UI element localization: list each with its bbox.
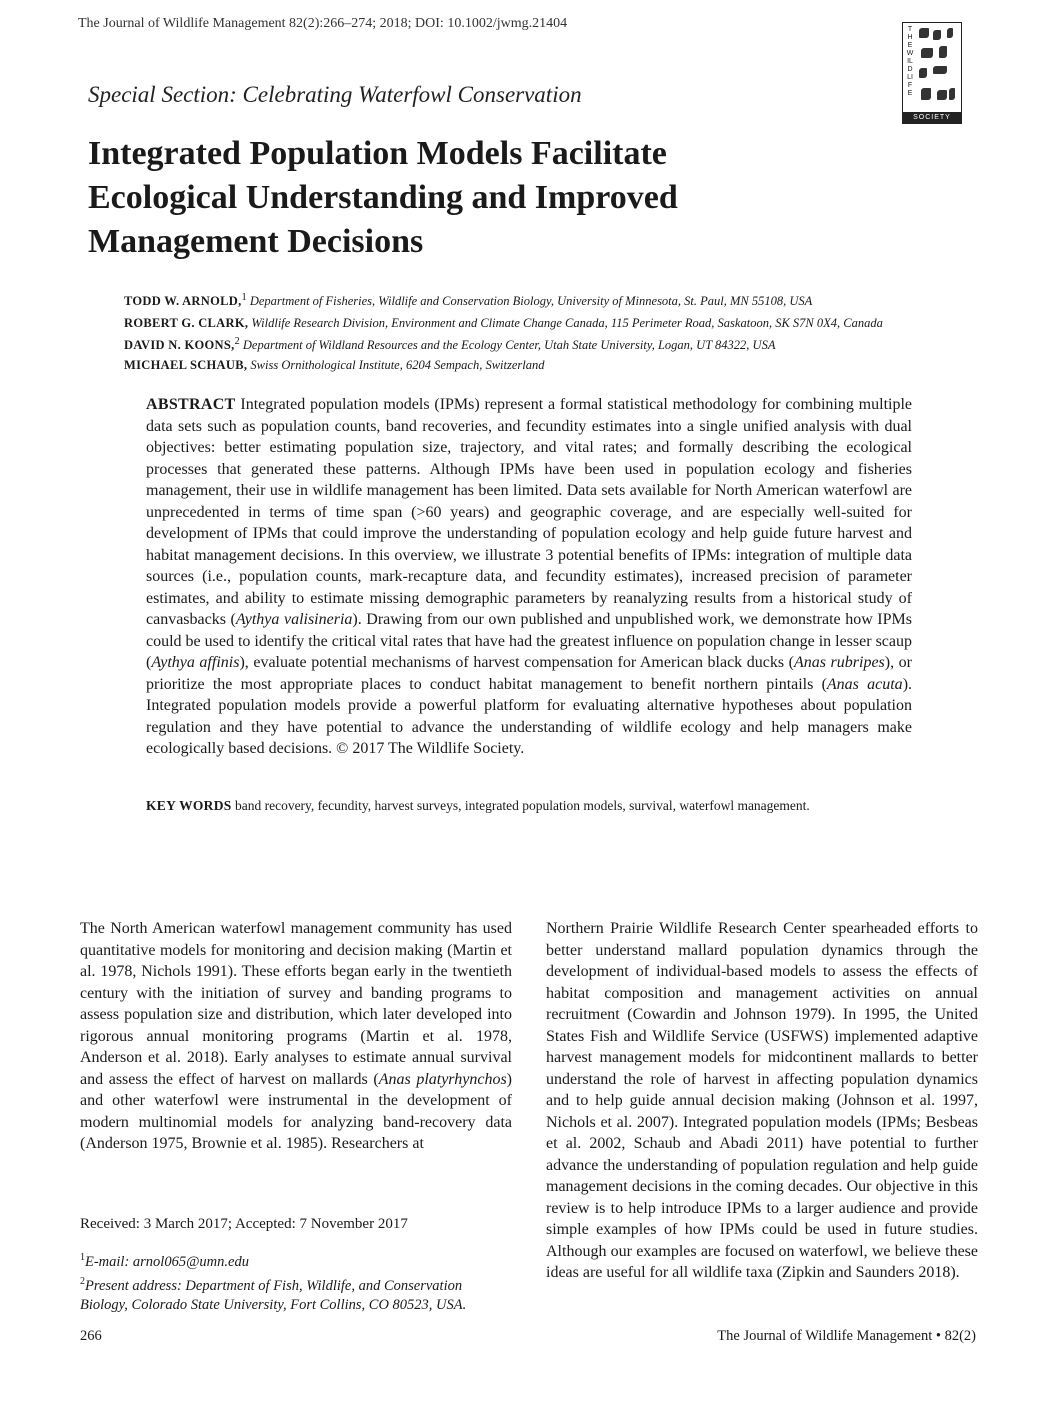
author-name: ROBERT G. CLARK, — [124, 316, 249, 330]
section-label: Special Section: Celebrating Waterfowl Conservation — [88, 82, 582, 107]
species-name: Aythya valisineria — [235, 611, 353, 628]
abstract-text: Integrated population models (IPMs) represent a formal statistical methodology for combining multiple data sets such as population counts, band recoveries, and fecundity estimates into a single unified analysis with dual objectives: better estimating population size, trajectory, and vital rates; and formally describing the ecological processes that generated these patterns. Although IPMs have been used in population ecology and fisheries management, their use in wildlife management has been limited. Data sets available for North American waterfowl are unprecedented in terms of time span (>60 years) and geographic coverage, and are especially well-suited for development of IPMs that could improve the understanding of population ecology and help guide future harvest and habitat management decisions. In this overview, we illustrate 3 potential benefits of IPMs: integration of multiple data sources (i.e., population counts, mark-recapture data, and fecundity estimates), increased precision of parameter estimates, and ability to estimate missing demographic parameters by reanalyzing results from a historical study of canvasbacks ( — [146, 396, 912, 628]
abstract-text: ). Drawing from our own published and unpublished work, we demonstrate how IPMs could be used to identify the critical vital rates that have had the greatest influence on population change in lesser scaup ( — [146, 611, 912, 671]
abstract-text: ). Integrated population models provide a powerful platform for evaluating alternative hypotheses about population regulation and they have potential to advance the understanding of wildlife ecology and help managers make ecologically based decisions. © 2017 The Wildlife Society. — [146, 675, 913, 757]
body-column-right: Northern Prairie Wildlife Research Center spearheaded efforts to better understand mallard population dynamics through the development of individual-based models to assess the effects of habitat composition and management activities on annual recruitment (Cowardin and Johnson 1979). In 1995, the United States Fish and Wildlife Service (USFWS) implemented adaptive harvest management models for midcontinent mallards to better understand the role of harvest in affecting population dynamics and to help guide annual decision making (Johnson et al. 1997, Nichols et al. 2007). Integrated population models (IPMs; Besbeas et al. 2002, Schaub and Abadi 2011) have potential to further advance the understanding of population regulation and help guide management decisions in the coming decades. Our objective in this review is to help introduce IPMs to a larger audience and provide simple examples of how IPMs could be used in future studies. Although our examples are focused on waterfowl, we believe these ideas are useful for all wildlife taxa (Zipkin and Saunders 2018). — [546, 920, 978, 1281]
author-footnote-marker: 2 — [234, 336, 240, 347]
species-name: Aythya affinis — [151, 654, 240, 671]
page-number: 266 — [80, 1328, 102, 1344]
keywords — [146, 796, 912, 815]
author-line — [124, 292, 812, 309]
author-affiliation: Department of Fisheries, Wildlife and Conservation Biology, University of Minnesota, St. Paul, MN 55108, USA — [249, 294, 813, 309]
abstract-label: ABSTRACT — [146, 396, 236, 413]
article-title — [88, 132, 808, 264]
abstract-text: ), or prioritize the most appropriate places to conduct habitat management to benefit northern pintails ( — [146, 654, 913, 693]
received-dates: Received: 3 March 2017; Accepted: 7 November 2017 — [80, 1216, 408, 1232]
body-text: The North American waterfowl management community has used quantitative models for monitoring and decision making (Martin et al. 1978, Nichols 1991). These efforts began early in the twentieth century with the initiation of survey and banding programs to assess population size and distribution, which later developed into rigorous annual monitoring programs (Martin et al. 1978, Anderson et al. 2018). Early analyses to estimate annual survival and assess the effect of harvest on mallards ( — [80, 920, 512, 1088]
keywords-text: band recovery, fecundity, harvest surveys, integrated population models, survival, waterfowl management. — [231, 798, 810, 813]
footnote-marker: 1 — [80, 1252, 85, 1263]
author-name: MICHAEL SCHAUB, — [124, 358, 248, 372]
author-line — [124, 358, 545, 373]
body-text: ) and other waterfowl were instrumental in the development of modern multinomial models for analyzing band-recovery data (Anderson 1975, Brownie et al. 1985). Researchers at — [80, 1070, 512, 1152]
footnote-marker: 2 — [80, 1275, 85, 1287]
title-line: Management Decisions — [88, 223, 424, 260]
author-name: DAVID N. KOONS, — [124, 338, 235, 353]
logo-vertical-text: THE WILDLIFE — [906, 26, 914, 97]
footnote-text: Present address: Department of Fish, Wildlife, and Conservation Biology, Colorado State University, Fort Collins, CO 80523, USA. — [80, 1277, 467, 1313]
author-affiliation: Swiss Ornithological Institute, 6204 Sempach, Switzerland — [250, 358, 545, 372]
author-line — [124, 316, 883, 331]
author-affiliation: Department of Wildland Resources and the Ecology Center, Utah State University, Logan, UT 84322, USA — [242, 338, 776, 353]
logo-animal-glyphs — [917, 26, 959, 109]
body-column-left — [80, 918, 512, 1155]
species-name: Anas rubripes — [793, 654, 885, 671]
abstract — [146, 394, 912, 760]
author-affiliation: Wildlife Research Division, Environment and Climate Change Canada, 115 Perimeter Road, Saskatoon, SK S7N 0X4, Canada — [251, 316, 883, 330]
logo-society-label: SOCIETY — [903, 112, 961, 123]
journal-footer: The Journal of Wildlife Management • 82(2) — [717, 1328, 976, 1344]
author-name: TODD W. ARNOLD, — [124, 294, 242, 309]
footnote — [80, 1248, 512, 1272]
species-name: Anas platyrhynchos — [378, 1070, 507, 1088]
running-head: The Journal of Wildlife Management 82(2):266–274; 2018; DOI: 10.1002/jwmg.21404 — [78, 16, 568, 31]
title-line: Ecological Understanding and Improved — [88, 179, 678, 216]
keywords-label: KEY WORDS — [146, 798, 232, 813]
author-footnote-marker: 1 — [241, 292, 247, 303]
abstract-text: ), evaluate potential mechanisms of harvest compensation for American black ducks ( — [239, 654, 794, 671]
wildlife-society-logo — [902, 22, 962, 124]
footnote — [80, 1272, 512, 1315]
footnote-text: E-mail: arnol065@umn.edu — [85, 1253, 249, 1270]
author-line — [124, 336, 775, 353]
footnotes — [80, 1248, 512, 1315]
species-name: Anas acuta — [826, 675, 903, 693]
title-line: Integrated Population Models Facilitate — [88, 135, 667, 172]
